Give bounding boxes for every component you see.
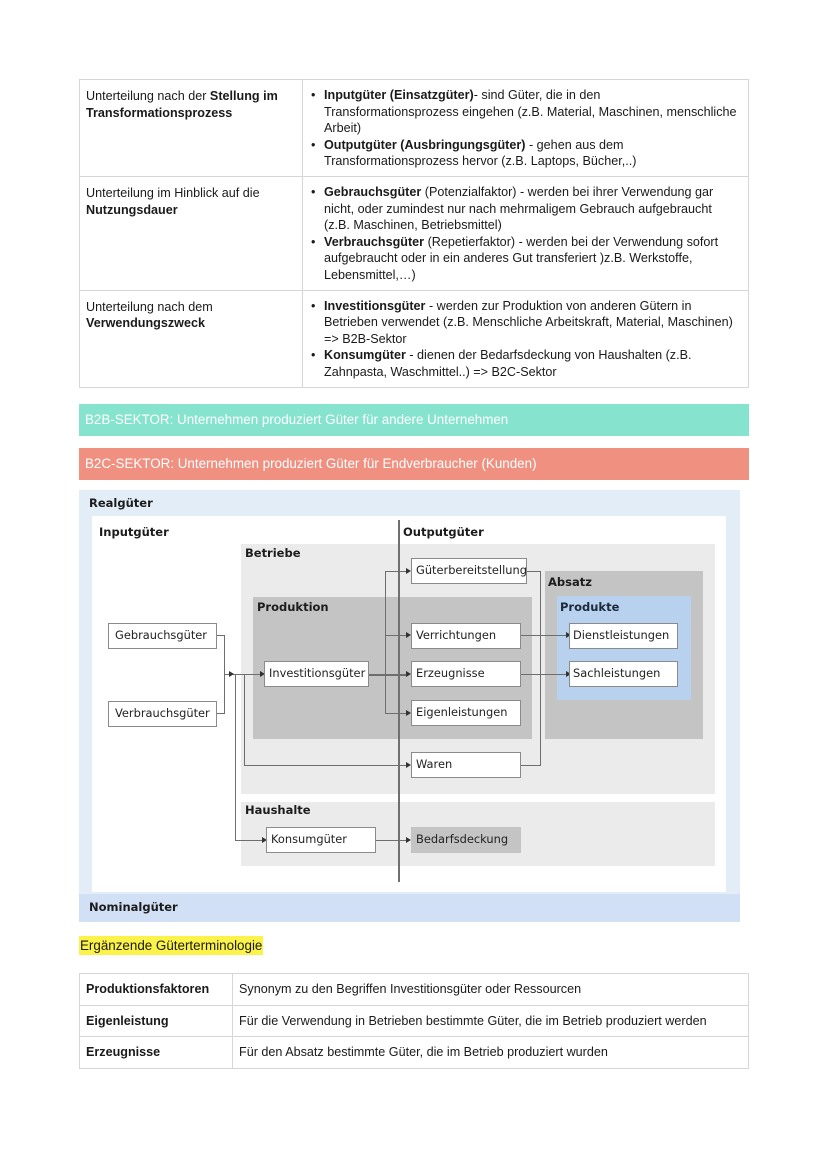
terminology-table [79,973,749,1069]
betriebe-title: Betriebe [245,546,301,560]
connector [244,765,407,766]
table-row [80,80,749,177]
box-dienstleistungen: Dienstleistungen [569,623,678,649]
absatz-title: Absatz [548,575,592,589]
label-bold: Verwendungszweck [86,316,205,331]
connector [385,713,406,714]
label-text: Unterteilung nach dem [86,299,213,314]
box-eigenleistungen: Eigenleistungen [411,700,521,726]
box-verbrauchsgueter: Verbrauchsgüter [108,701,217,727]
list-item [311,137,738,170]
term-text: - sind Güter, die in den Transformationsprozess eingehen (z.B. Material, Maschinen, menschliche Arbeit) [324,88,737,136]
b2c-banner: B2C-SEKTOR: Unternehmen produziert Güter für Endverbraucher (Kunden) [79,448,749,480]
term-cell: Eigenleistung [80,1005,233,1037]
list-item [311,347,738,380]
list-item [311,234,738,284]
b2b-banner: B2B-SEKTOR: Unternehmen produziert Güter für andere Unternehmen [79,404,749,436]
box-verrichtungen: Verrichtungen [411,623,521,649]
label-text: Unterteilung nach der [86,89,210,103]
extra-terminology-heading: Ergänzende Güterterminologie [80,938,263,953]
connector [521,765,541,766]
nominalgueter-band [79,894,740,922]
row-label [80,176,303,290]
connector [521,674,567,675]
row-content [303,290,749,387]
row-label [80,80,303,177]
table-row [80,974,749,1006]
term-bold: Konsumgüter [324,348,406,363]
box-gebrauchsgueter: Gebrauchsgüter [108,623,217,649]
connector [385,571,406,572]
goods-diagram [79,490,740,922]
connector [235,674,236,840]
connector [244,674,245,765]
list-item [311,298,738,348]
bullet-list [311,184,738,284]
term-bold: Inputgüter (Einsatzgüter) [324,88,474,102]
box-konsumgueter: Konsumgüter [266,827,376,853]
outputgueter-title: Outputgüter [403,525,484,539]
box-investitionsgueter: Investitionsgüter [264,661,369,687]
table-row [80,1037,749,1069]
term-cell: Produktionsfaktoren [80,974,233,1006]
definition-cell: Synonym zu den Begriffen Investitionsgüter oder Ressourcen [233,974,749,1006]
table-row [80,176,749,290]
connector [368,674,406,676]
list-item [311,87,738,137]
nominalgueter-title: Nominalgüter [89,900,178,914]
term-bold: Outputgüter (Ausbringungsgüter) [324,137,526,152]
connector [540,571,541,765]
box-bedarfsdeckung: Bedarfsdeckung [411,827,521,853]
label-bold: Stellung im Transformationsprozess [86,89,278,120]
bullet-list [311,87,738,170]
connector [385,571,386,714]
haushalte-title: Haushalte [245,803,311,817]
connector [521,635,567,636]
term-bold: Verbrauchsgüter [324,234,425,249]
term-text: - werden zur Produktion von anderen Gütern in Betrieben verwendet (z.B. Menschliche Arbeitskraft, Material, Maschinen) => B2B-Sektor [324,298,733,346]
connector [376,840,406,841]
bullet-list [311,298,738,381]
definition-cell: Für den Absatz bestimmte Güter, die im Betrieb produziert wurden [233,1037,749,1069]
box-waren: Waren [411,752,521,778]
connector [385,635,406,636]
classification-table [79,79,749,388]
term-text: (Potenzialfaktor) - werden bei ihrer Verwendung gar nicht, oder zumindest nur nach mehrmaligem Gebrauch aufgebraucht (z.B. Maschinen, Betriebsmittel) [324,184,714,233]
table-row [80,1005,749,1037]
arrow-icon [229,671,234,677]
row-content [303,176,749,290]
label-bold: Nutzungsdauer [86,202,178,217]
connector [216,713,224,714]
connector [526,571,540,572]
input-output-divider [398,520,400,882]
produkte-title: Produkte [560,600,620,614]
box-sachleistungen: Sachleistungen [569,661,678,687]
connector [235,840,264,841]
connector [216,635,224,636]
term-bold: Investitionsgüter [324,298,426,313]
realgueter-title: Realgüter [89,496,153,510]
row-label [80,290,303,387]
box-gueterbereitstellung: Güterbereitstellung [411,558,527,584]
produktion-title: Produktion [257,600,329,614]
box-erzeugnisse: Erzeugnisse [411,661,521,687]
term-cell: Erzeugnisse [80,1037,233,1069]
label-text: Unterteilung im Hinblick auf die [86,185,260,200]
list-item [311,184,738,234]
inputgueter-title: Inputgüter [99,525,169,539]
term-bold: Gebrauchsgüter [324,184,422,199]
term-text: (Repetierfaktor) - werden bei der Verwendung sofort aufgebraucht oder in ein anderes Gut transferiert )z.B. Werkstoffe, Lebensmittel,…) [324,234,719,282]
row-content [303,80,749,177]
term-text: - gehen aus dem Transformationsprozess hervor (z.B. Laptops, Bücher,..) [324,137,637,169]
table-row [80,290,749,387]
definition-cell: Für die Verwendung in Betrieben bestimmte Güter, die im Betrieb produziert werden [233,1005,749,1037]
term-text: - dienen der Bedarfsdeckung von Haushalten (z.B. Zahnpasta, Waschmittel..) => B2C-Sektor [324,348,692,379]
